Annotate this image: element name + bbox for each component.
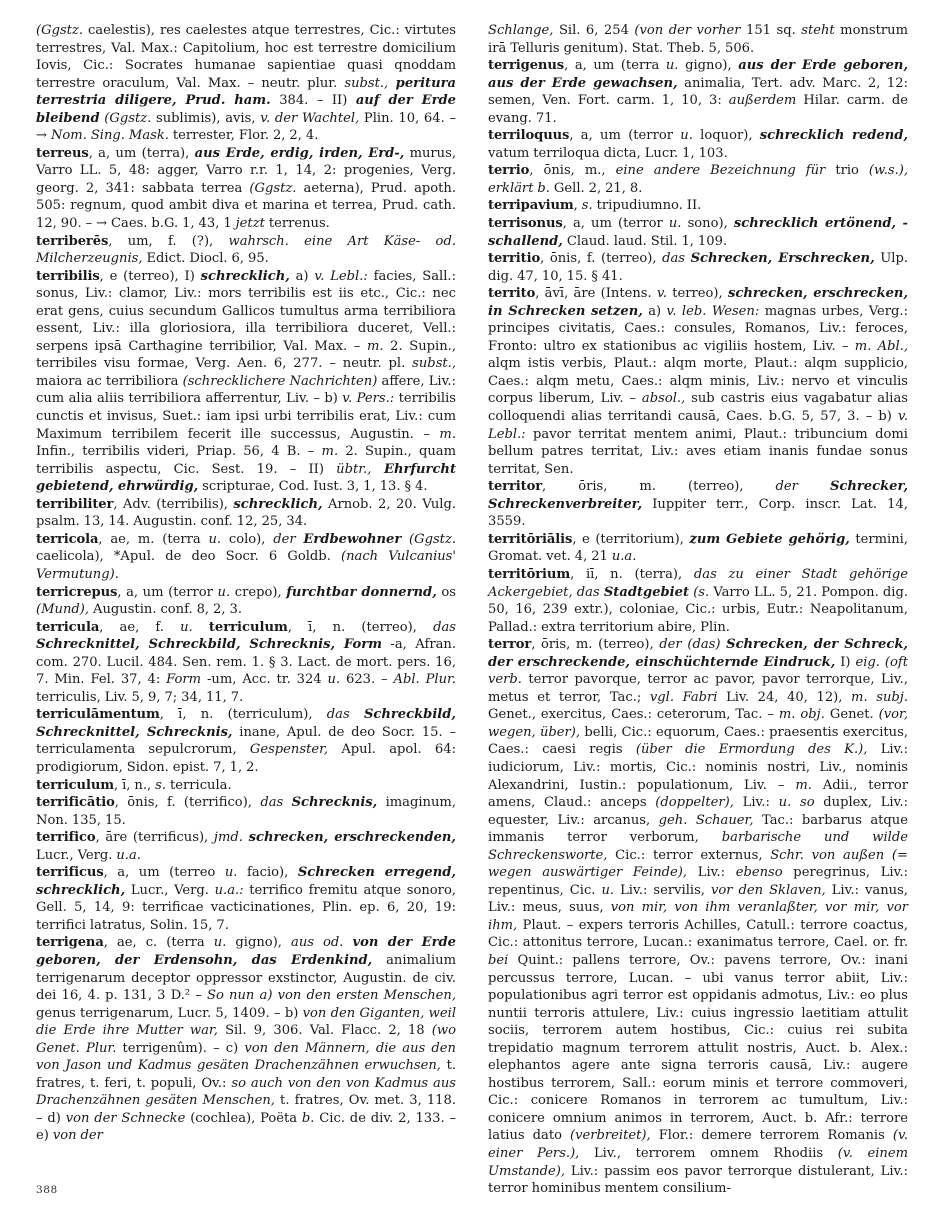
entry-body: , a, um (terror u. sono), schrecklich ertönend, -schallend, Claud. laud. Stil. 1, 109. — [488, 216, 908, 249]
dictionary-entry — [488, 566, 908, 636]
entry-body: , a, um (terra u. gigno), aus der Erde geboren, aus der Erde gewachsen, animalia, Tert. adv. Marc. 2, 12: semen, Ven. Fort. carm. 1, 10, 3: außerdem Hilar. carm. de evang. 71. — [488, 58, 909, 126]
entry-headword: terrificus — [36, 865, 104, 881]
entry-body: , āvī, āre (Intens. v. terreo), schrecken, erschrecken, in Schrecken setzen, a) v. leb. Wesen: magnas urbes, Verg.: principes civitatis, Caes.: consules, Romanos, Liv.: feroces, Fronto: ultro ex stationibus ac vigiliis hostem, Liv. – m. Abl., alqm istis verbis, Plaut.: alqm morte, Plaut.: alqm supplicio, Caes.: alqm metu, Caes.: alqm minis, Liv.: nervo et vinculis corpus liberum, Liv. – absol., sub castris eius vagabatur alias colloquendi alias territandi causā, Caes. b.G. 5, 57, 3. – b) v. Lebl.: pavor territat mentem animi, Plaut.: tribuncium domi bellum patres territat, Liv.: aves etiam inanis fundae sonus territat, Sen. — [488, 286, 909, 477]
entry-body: , a, um (terreo u. facio), Schrecken erregend, schrecklich, Lucr., Verg. u.a.: terrifico fremitu atque sonoro, Gell. 5, 14, 9: terrificae vacticinationes, Plin. ep. 6, 20, 19: terrifici latratus, Solin. 15, 7. — [36, 865, 456, 933]
entry-body: , ōnis, f. (terreo), das Schrecken, Erschrecken, Ulp. dig. 47, 10, 15. § 41. — [488, 251, 908, 284]
entry-body: , Adv. (terribilis), schrecklich, Arnob. 2, 20. Vulg. psalm. 13, 14. Augustin. conf. 12, 25, 34. — [36, 496, 456, 530]
dictionary-entry — [36, 268, 456, 496]
dictionary-entry — [36, 864, 456, 934]
entry-headword: terricula — [36, 619, 100, 635]
entry-headword: terriculum — [36, 777, 114, 793]
entry-headword: terricrepus — [36, 584, 118, 600]
dictionary-entry — [488, 531, 908, 566]
entry-headword: terripavium — [488, 198, 574, 214]
entry-headword: terriculāmentum — [36, 707, 160, 723]
entry-body: , ōris, m. (terreo), der Schrecker, Schreckenverbreiter, Iuppiter terr., Corp. inscr. Lat. 14, 3559. — [488, 479, 909, 530]
right-column-continuation: Schlange, Sil. 6, 254 (von der vorher 151 sq. steht monstrum irā Telluris genitum). Stat. Theb. 5, 506. — [488, 23, 908, 56]
dictionary-entry — [488, 197, 908, 215]
dictionary-entry — [36, 934, 456, 1145]
dictionary-entry — [36, 145, 456, 233]
entry-headword: territōrium — [488, 566, 571, 582]
entry-headword: terribiliter — [36, 496, 114, 512]
entry-headword: terrigena — [36, 935, 104, 951]
entry-body: , ae, c. (terra u. gigno), aus od. von der Erde geboren, der Erdensohn, das Erdenkind, animalium terrigenarum deceptor oppressor exstinctor, Augustin. de civ. dei 16, 4. p. 131, 3 D.² – So nun a) von den ersten Menschen, genus terrigenarum, Lucr. 5, 1409. – b) von den Giganten, weil die Erde ihre Mutter war, Sil. 9, 306. Val. Flacc. 2, 18 (wo Genet. Plur. terrigenûm). – c) von den Männern, die aus den von Jason und Kadmus gesäten Drachenzähnen erwuchsen, t. fratres, t. feri, t. populi, Ov.: so auch von den von Kadmus aus Drachenzähnen gesäten Menschen, t. fratres, Ov. met. 3, 118. – d) von der Schnecke (cochlea), Poëta b. Cic. de div. 2, 133. – e) von der — [36, 935, 457, 1144]
entry-body: , ae, m. (terra u. colo), der Erdbewohner (Ggstz. caelicola), *Apul. de deo Socr. 6 Goldb. (nach Vulcanius' Vermutung). — [36, 531, 457, 582]
entry-body: , ī, n., s. terricula. — [114, 777, 232, 793]
right-column — [488, 22, 909, 1197]
dictionary-entry — [36, 777, 456, 795]
dictionary-entry — [36, 531, 456, 584]
entry-body: , a, um (terra), aus Erde, erdig, irden, Erd-, murus, Varro LL. 5, 48: agger, Varro r.r. 1, 14, 2: progenies, Verg. georg. 2, 341: sabbata terrea (Ggstz. aeterna), Prud. apoth. 505: regnum, quod ambit diva et marina et terrea, Prud. cath. 12, 90. – → Caes. b.G. 1, 43, 1 jetzt terrenus. — [36, 145, 456, 232]
entry-body: , ae, f. u. terriculum, ī, n. (terreo), das Schrecknittel, Schreckbild, Schrecknis, Form -a, Afran. com. 270. Lucil. 484. Sen. rem. 1. § 3. Lact. de mort. pers. 16, 7. Min. Fel. 37, 4: Form -um, Acc. tr. 324 u. 623. – Abl. Plur. terriculis, Liv. 5, 9, 7; 34, 11, 7. — [36, 619, 456, 705]
entry-body: , e (terreo), I) schrecklich, a) v. Lebl.: facies, Sall.: sonus, Liv.: clamor, Liv.: mors terribilis est iis etc., Cic.: nec erat gens, cuius secundum Gallicos tumultus arma terribiliora essent, Liv.: illa gloriosiora, illa terribiliora duceret, Vell.: serpens ipsā Carthagine terribilior, Val. Max. – m. 2. Supin., terribiles visu formae, Verg. Aen. 6, 277. – neutr. pl. subst., maiora ac terribiliora (schrecklichere Nachrichten) affere, Liv.: cum alia aliis terribiliora afferrentur, Liv. – b) v. Pers.: terribilis cunctis et invisus, Suet.: iam ipsi urbi terribilis erat, Liv.: cum Maximum terribilem fecerit ille successus, Augustin. – m. Infin., terribilis videri, Priap. 56, 4 B. – m. 2. Supin., quam terribilis aspectu, Cic. Sest. 19. – II) übtr., Ehrfurcht gebietend, ehrwürdig, scripturae, Cod. Iust. 3, 1, 13. § 4. — [36, 268, 457, 495]
entry-headword: territōriālis — [488, 531, 573, 547]
entry-body: , s. tripudiumno. II. — [573, 198, 702, 214]
entry-body: , a, um (terror u. loquor), schrecklich redend, vatum terriloqua dicta, Lucr. 1, 103. — [488, 128, 909, 161]
dictionary-entry — [488, 162, 908, 197]
entry-headword: territo — [488, 286, 536, 302]
entry-headword: terribilis — [36, 268, 100, 284]
entry-body: , iī, n. (terra), das zu einer Stadt gehörige Ackergebiet, das Stadtgebiet (s. Varro LL. 5, 21. Pompon. dig. 50, 16, 239 extr.), coloniae, Cic.: urbis, Eutr.: Neapolitanum, Pallad.: extra territorium abire, Plin. — [488, 566, 909, 635]
dictionary-entry — [488, 636, 908, 1198]
dictionary-entry — [36, 233, 456, 268]
entry-body: , ōnis, m., eine andere Bezeichnung für trio (w.s.), erklärt b. Gell. 2, 21, 8. — [488, 163, 908, 196]
dictionary-entry — [36, 496, 456, 531]
dictionary-entry — [36, 619, 456, 707]
left-column-continuation: (Ggstz. caelestis), res caelestes atque terrestres, Cic.: virtutes terrestres, Val. Max.: Capitolium, hoc est terrestre domicilium Iovis, Cic.: Socrates humanae sapientiae quasi qnoddam terrestre oraculum, Val. Max. – neutr. plur. subst., peritura terrestria diligere, Prud. ham. 384. – II) auf der Erde bleibend (Ggstz. sublimis), avis, v. der Wachtel, Plin. 10, 64. – → Nom. Sing. Mask. terrester, Flor. 2, 2, 4. — [36, 23, 456, 144]
dictionary-entry — [36, 794, 456, 829]
dictionary-entry — [488, 57, 908, 127]
entry-headword: terror — [488, 637, 532, 653]
dictionary-entry — [36, 706, 456, 776]
dictionary-entry — [488, 215, 908, 250]
dictionary-entry — [488, 250, 908, 285]
entry-headword: terreus — [36, 145, 89, 161]
entry-headword: terrio — [488, 163, 530, 179]
dictionary-entry — [488, 127, 908, 162]
entry-headword: terricola — [36, 531, 99, 547]
entry-body: , ōnis, f. (terrifico), das Schrecknis, imaginum, Non. 135, 15. — [36, 795, 457, 828]
page-folio-number: 388 — [36, 1184, 58, 1196]
entry-headword: terrifico — [36, 830, 96, 846]
dictionary-entry — [36, 829, 456, 864]
left-column — [36, 22, 456, 1142]
dictionary-entry — [488, 285, 908, 478]
entry-headword: territio — [488, 251, 541, 267]
entry-headword: terriloquus — [488, 128, 570, 144]
right-column-entries — [488, 57, 908, 1198]
entry-headword: terrigenus — [488, 58, 565, 74]
entry-body: , ī, n. (terriculum), das Schreckbild, Schrecknittel, Schrecknis, inane, Apul. de deo Socr. 15. – terriculamenta sepulcrorum, Gespenster, Apul. apol. 64: prodigiorum, Sidon. epist. 7, 1, 2. — [36, 707, 456, 775]
entry-body: , āre (terrificus), jmd. schrecken, erschreckenden, Lucr., Verg. u.a. — [36, 830, 456, 863]
entry-body: , um, f. (?), wahrsch. eine Art Käse- od. Milcherzeugnis, Edict. Diocl. 6, 95. — [36, 233, 456, 267]
entry-body: , e (territorium), zum Gebiete gehörig, termini, Gromat. vet. 4, 21 u.a. — [488, 531, 908, 565]
entry-headword: terrificātio — [36, 795, 115, 811]
dictionary-entry — [36, 584, 456, 619]
entry-headword: terriberēs — [36, 233, 109, 249]
entry-body: , ōris, m. (terreo), der (das) Schrecken, der Schreck, der erschreckende, einschüchternde Eindruck, I) eig. (oft verb. terror pavorque, terror ac pavor, pavor terrorque, Liv., metus et terror, Tac.; vgl. Fabri Liv. 24, 40, 12), m. subj. Genet., exercitus, Caes.: ceterorum, Tac. – m. obj. Genet. (vor, wegen, über), belli, Cic.: equorum, Caes.: praesentis exercitus, Caes.: caesi regis (über die Ermordung des K.), Liv.: iudiciorum, Liv.: mortis, Cic.: nominis nostri, Liv., nominis Alexandrini, Iustin.: populationum, Liv. – m. Adii., terror amens, Claud.: anceps (doppelter), Liv.: u. so duplex, Liv.: equester, Liv.: arcanus, geh. Schauer, Tac.: barbarus atque immanis terror verborum, barbarische und wilde Schreckensworte, Cic.: terror externus, Schr. von außen (= wegen auswärtiger Feinde), Liv.: ebenso peregrinus, Liv.: repentinus, Cic. u. Liv.: servilis, vor den Sklaven, Liv.: vanus, Liv.: meus, suus, von mir, von ihm veranlaßter, vor mir, vor ihm, Plaut. – expers terroris Achilles, Catull.: terrore coactus, Cic.: attonitus terrore, Lucan.: exanimatus terrore, Cael. or. fr. bei Quint.: pallens terrore, Ov.: pavens terrore, Ov.: inani percussus terrore, Lucan. – ubi vanus terror abiit, Liv.: populationibus agri terror est oppidanis admotus, Liv.: eo plus nuntii terroris attulere, Liv.: cuius ingressio laetitiam attulit sociis, terrorem autem hostibus, Cic.: cuius rei subita trepidatio magnum terrorem attulit nostris, Auct. b. Alex.: elephantos agere ante signa terroris causā, Liv.: augere hostibus terrorem, Sall.: eorum minis et terrore commoveri, Cic.: conicere Romanos in terrorem ac tumultum, Liv.: conicere omnium animos in terrorem, Auct. b. Afr.: terrore latius dato (verbreitet), Flor.: demere terrorem Romanis (v. einer Pers.), Liv., terrorem omnem Rhodiis (v. einem Umstande), Liv.: passim eos pavor terrorque distulerant, Liv.: terror hominibus mentem consilium- — [488, 637, 909, 1197]
entry-headword: territor — [488, 479, 543, 495]
dictionary-entry — [488, 478, 908, 531]
entry-headword: terrisonus — [488, 216, 563, 232]
entry-body: , a, um (terror u. crepo), furchtbar donnernd, os (Mund), Augustin. conf. 8, 2, 3. — [36, 584, 456, 618]
left-column-entries — [36, 145, 456, 1145]
